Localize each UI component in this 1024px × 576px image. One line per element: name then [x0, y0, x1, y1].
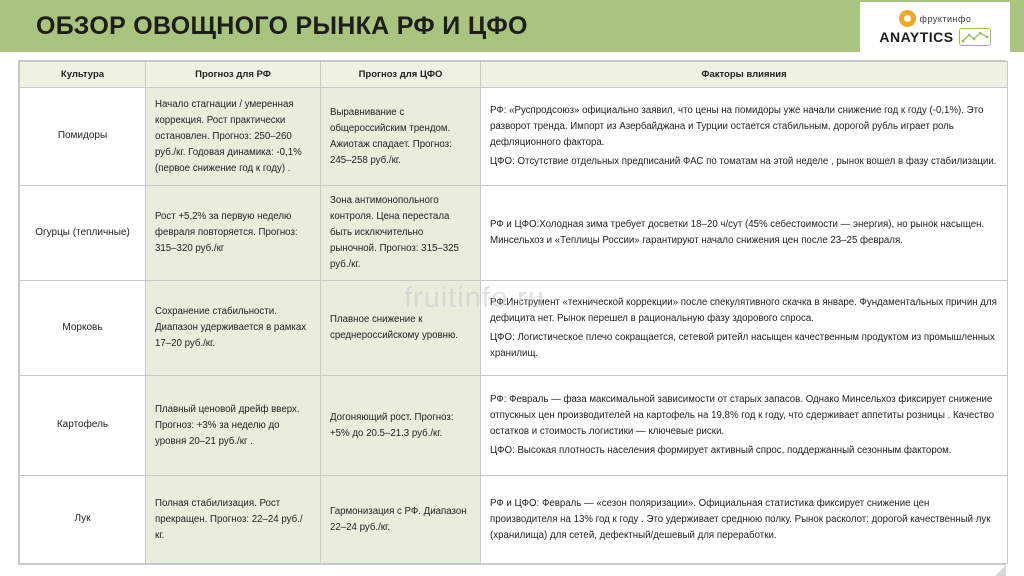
cell-forecast-rf: Плавный ценовой дрейф вверх. Прогноз: +3% за неделю до уровня 20–21 руб./кг .	[146, 376, 321, 476]
factor-line: РФ и ЦФО: Февраль — «сезон поляризации». Официальная статистика фиксирует снижение цен производителя на 13% год к году . Это удерживает среднюю полку. Рынок расколот: дорогой качественный лук (хранилища) для сетей, дефектный/дешевый для переработки.	[490, 497, 991, 541]
column-header-cfo: Прогноз для ЦФО	[321, 62, 481, 88]
market-overview-table	[18, 60, 1006, 565]
cell-culture: Морковь	[20, 281, 146, 376]
cell-forecast-rf: Сохранение стабильности. Диапазон удерживается в рамках 17–20 руб./кг.	[146, 281, 321, 376]
factor-line: РФ:Инструмент «технической коррекции» после спекулятивного скачка в январе. Фундаментальных причин для дефицита нет. Рынок перешел в рациональную фазу здорового спроса.	[490, 296, 997, 324]
factor-line: РФ: Февраль — фаза максимальной зависимости от старых запасов. Однако Минсельхоз фиксирует снижение отпускных цен производителей на картофель на 19,8% год к году, что сдерживает аппетиты розницы . Качество остатков и стоимость логистики — ключевые риски.	[490, 394, 994, 437]
column-header-rf: Прогноз для РФ	[146, 62, 321, 88]
table-header-row	[20, 62, 1008, 88]
brand-logo	[860, 2, 1010, 52]
brand-logo-bottom	[879, 28, 990, 46]
table-row	[20, 186, 1008, 281]
header-bar	[0, 0, 1024, 52]
cell-forecast-rf: Полная стабилизация. Рост прекращен. Прогноз: 22–24 руб./кг.	[146, 476, 321, 564]
page-corner-fold	[995, 565, 1006, 576]
factor-line: РФ и ЦФО:Холодная зима требует досветки 18–20 ч/сут (45% себестоимости — энергия), но рынок насыщен. Минсельхоз и «Теплицы России» гарантируют начало снижения цен после 23–25 февраля.	[490, 219, 985, 246]
cell-culture: Огурцы (тепличные)	[20, 186, 146, 281]
table-row	[20, 476, 1008, 564]
factor-line: РФ: «Руспродсоюз» официально заявил, что цены на помидоры уже начали снижение год к году (-0,1%). Это разворот тренда. Импорт из Азербайджана и Турции остается стабильным, дорогой рубль играет роль дефляционного фактора.	[490, 105, 984, 148]
column-header-culture: Культура	[20, 62, 146, 88]
cell-culture: Помидоры	[20, 88, 146, 186]
orange-circle-icon	[899, 10, 916, 27]
cell-factors	[481, 376, 1008, 476]
data-table	[19, 61, 1008, 564]
brand-logo-top	[899, 10, 972, 27]
table-body	[20, 88, 1008, 564]
line-chart-icon	[959, 28, 991, 46]
table-row	[20, 376, 1008, 476]
factor-line: ЦФО: Высокая плотность населения формирует активный спрос, поддержанный сезонным фактором.	[490, 445, 952, 456]
cell-forecast-rf: Рост +5,2% за первую неделю февраля повторяется. Прогноз: 315–320 руб./кг	[146, 186, 321, 281]
cell-forecast-cfo: Плавное снижение к среднероссийскому уровню.	[321, 281, 481, 376]
table-header	[20, 62, 1008, 88]
cell-factors	[481, 88, 1008, 186]
factor-line: ЦФО: Логистическое плечо сокращается, сетевой ритейл насыщен качественным продуктом из промышленных хранилищ.	[490, 331, 995, 359]
table-row	[20, 88, 1008, 186]
cell-forecast-cfo: Догоняющий рост. Прогноз: +5% до 20.5–21.3 руб./кг.	[321, 376, 481, 476]
cell-culture: Картофель	[20, 376, 146, 476]
brand-name-top: фруктинфо	[919, 13, 972, 24]
factor-line: ЦФО: Отсутствие отдельных предписаний ФАС по томатам на этой неделе , рынок вошел в фазу стабилизации.	[490, 156, 997, 167]
watermark: fruitinfo.ru	[404, 282, 545, 314]
cell-forecast-cfo: Выравнивание с общероссийским трендом. Ажиотаж спадает. Прогноз: 245–258 руб./кг.	[321, 88, 481, 186]
cell-factors	[481, 186, 1008, 281]
cell-forecast-cfo: Гармонизация с РФ. Диапазон 22–24 руб./кг.	[321, 476, 481, 564]
cell-forecast-cfo: Зона антимонопольного контроля. Цена перестала быть исключительно рыночной. Прогноз: 315–325 руб./кг.	[321, 186, 481, 281]
cell-culture: Лук	[20, 476, 146, 564]
column-header-factors: Факторы влияния	[481, 62, 1008, 88]
page-title: ОБЗОР ОВОЩНОГО РЫНКА РФ И ЦФО	[36, 11, 528, 40]
cell-factors	[481, 281, 1008, 376]
cell-forecast-rf: Начало стагнации / умеренная коррекция. Рост практически остановлен. Прогноз: 250–260 руб./кг. Годовая динамика: -0,1% (первое снижение год к году) .	[146, 88, 321, 186]
line-chart-svg	[960, 29, 990, 45]
cell-factors	[481, 476, 1008, 564]
brand-name-bottom: ANAYTICS	[879, 29, 954, 45]
table-row	[20, 281, 1008, 376]
